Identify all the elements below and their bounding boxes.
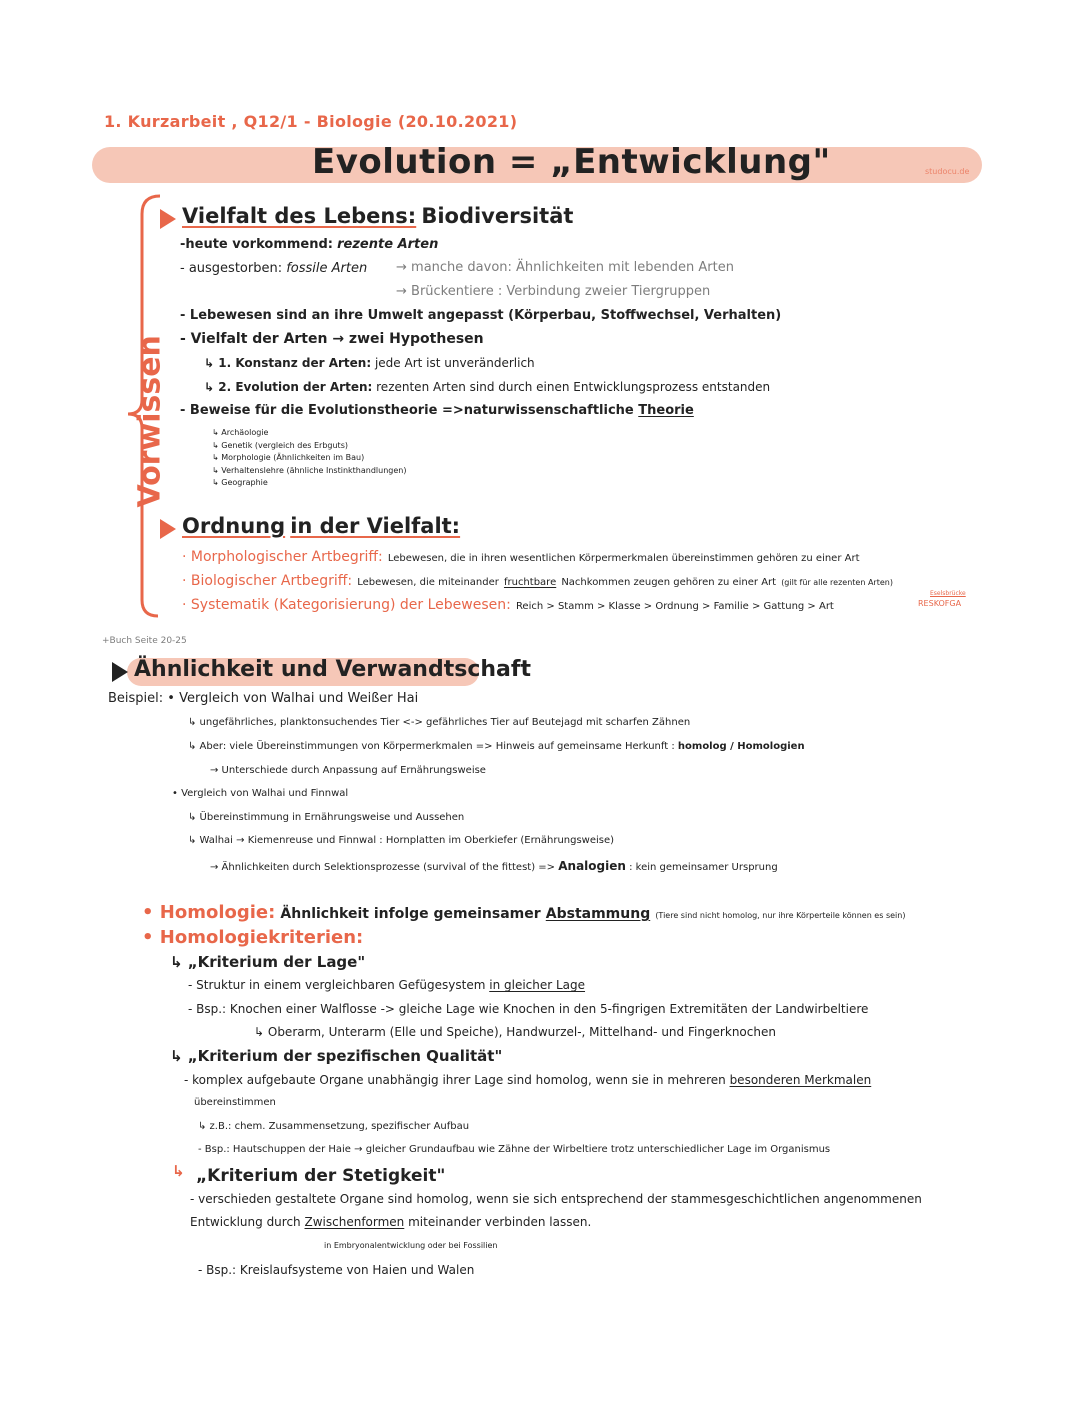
lage-line-2: - Bsp.: Knochen einer Walflosse -> gleiche Lage wie Knochen in den 5-fingrigen Extremitäten der Landwirbeltiere: [188, 1002, 869, 1016]
page-title: Evolution = „Entwicklung": [312, 142, 831, 182]
homologie-definition: • Homologie: Ähnlichkeit infolge gemeinsamer Abstammung (Tiere sind nicht homolog, nur ihre Körperteile können es sein): [142, 902, 906, 923]
aehnlich-line-3: → Unterschiede durch Anpassung auf Ernährungsweise: [210, 765, 486, 776]
mnemonic-label: Eselsbrücke: [930, 590, 966, 597]
mnemonic: RESKOFGA: [918, 599, 962, 608]
hypothesen-line: - Vielfalt der Arten → zwei Hypothesen: [180, 331, 484, 347]
list-item: ↳ Archäologie: [212, 428, 269, 437]
section-vielfalt-heading: Vielfalt des Lebens: Biodiversität: [160, 204, 573, 229]
evolution-line: ↳ 2. Evolution der Arten: rezenten Arten sind durch einen Entwicklungsprozess entstanden: [204, 380, 771, 394]
aehnlich-line-5: ↳ Übereinstimmung in Ernährungsweise und Aussehen: [188, 812, 465, 823]
list-item: ↳ Genetik (vergleich des Erbguts): [212, 440, 348, 450]
triangle-icon: [160, 209, 176, 229]
book-reference: +Buch Seite 20-25: [102, 636, 187, 646]
triangle-icon: [160, 519, 176, 539]
qualitaet-line-4: - Bsp.: Hautschuppen der Haie → gleicher Grundaufbau wie Zähne der Wirbeltiere trotz unterschiedlicher Lage im Organismus: [198, 1144, 831, 1155]
bio-artbegriff-line: · Biologischer Artbegriff: Lebewesen, die miteinander fruchtbare Nachkommen zeugen gehören zu einer Art (gilt für alle rezenten Arten): [182, 573, 893, 589]
brueckentiere-line: → Brückentiere : Verbindung zweier Tiergruppen: [396, 284, 711, 299]
systematik-line: · Systematik (Kategorisierung) der Lebewesen: Reich > Stamm > Klasse > Ordnung > Familie > Gattung > Art: [182, 597, 834, 613]
kriterium-stetigkeit-title: „Kriterium der Stetigkeit": [196, 1166, 446, 1186]
vorwissen-label: Vorwissen: [132, 335, 168, 508]
beispiel-line: Beispiel: • Vergleich von Walhai und Weißer Hai: [108, 691, 419, 706]
triangle-icon: [112, 662, 128, 682]
kriterium-qualitaet-title: ↳ „Kriterium der spezifischen Qualität": [170, 1047, 503, 1065]
aehnlich-line-6: ↳ Walhai → Kiemenreuse und Finnwal : Hornplatten im Oberkiefer (Ernährungsweise): [188, 835, 615, 846]
stetigkeit-line-3: - Bsp.: Kreislaufsysteme von Haien und Walen: [198, 1263, 475, 1277]
section-aehnlichkeit-heading: Ähnlichkeit und Verwandtschaft: [112, 657, 531, 682]
aehnlich-line-4: • Vergleich von Walhai und Finnwal: [172, 788, 349, 799]
stetigkeit-note: in Embryonalentwicklung oder bei Fossilien: [324, 1241, 498, 1250]
list-item: ↳ Geographie: [212, 478, 268, 487]
arrow-icon: ↳: [172, 1162, 185, 1180]
aehnlich-line-7: → Ähnlichkeiten durch Selektionsprozesse (survival of the fittest) => Analogien : kein gemeinsamer Ursprung: [210, 859, 778, 873]
homologiekriterien-heading: • Homologiekriterien:: [142, 927, 364, 948]
konstanz-line: ↳ 1. Konstanz der Arten: jede Art ist unveränderlich: [204, 356, 535, 370]
lage-line-3: ↳ Oberarm, Unterarm (Elle und Speiche), Handwurzel-, Mittelhand- und Fingerknochen: [254, 1025, 776, 1039]
kriterium-lage-title: ↳ „Kriterium der Lage": [170, 953, 366, 971]
list-item: ↳ Verhaltenslehre (ähnliche Instinkthandlungen): [212, 465, 407, 475]
angepasst-line: - Lebewesen sind an ihre Umwelt angepasst (Körperbau, Stoffwechsel, Verhalten): [180, 308, 782, 323]
ausgestorben-line: - ausgestorben: fossile Arten: [180, 261, 368, 276]
aehnlich-line-1: ↳ ungefährliches, planktonsuchendes Tier <-> gefährliches Tier auf Beutejagd mit scharfen Zähnen: [188, 717, 691, 728]
header-line: 1. Kurzarbeit , Q12/1 - Biologie (20.10.2021): [104, 112, 518, 131]
section-ordnung-heading: Ordnung in der Vielfalt:: [160, 514, 460, 539]
qualitaet-line-3: ↳ z.B.: chem. Zusammensetzung, spezifischer Aufbau: [198, 1121, 470, 1132]
stetigkeit-line-1: - verschieden gestaltete Organe sind homolog, wenn sie sich entsprechend der stammesgeschichtlichen angenommenen: [190, 1192, 922, 1206]
list-item: ↳ Morphologie (Ähnlichkeiten im Bau): [212, 453, 365, 462]
lage-line-1: - Struktur in einem vergleichbaren Gefügesystem in gleicher Lage: [188, 978, 586, 992]
morph-artbegriff-line: · Morphologischer Artbegriff: Lebewesen, die in ihren wesentlichen Körpermerkmalen übereinstimmen gehören zu einer Art: [182, 549, 860, 565]
watermark: studocu.de: [925, 167, 970, 176]
beweise-list: [212, 427, 406, 490]
aehnlich-line-2: ↳ Aber: viele Übereinstimmungen von Körpermerkmalen => Hinweis auf gemeinsame Herkunft : homolog / Homologien: [188, 741, 805, 752]
ausgestorben-note: → manche davon: Ähnlichkeiten mit lebenden Arten: [396, 260, 734, 275]
stetigkeit-line-2: Entwicklung durch Zwischenformen miteinander verbinden lassen.: [190, 1215, 592, 1229]
qualitaet-line-1: - komplex aufgebaute Organe unabhängig ihrer Lage sind homolog, wenn sie in mehreren besonderen Merkmalen: [184, 1073, 872, 1087]
beweise-line: - Beweise für die Evolutionstheorie =>naturwissenschaftliche Theorie: [180, 403, 694, 418]
heute-line: -heute vorkommend: rezente Arten: [180, 237, 439, 252]
qualitaet-line-2: übereinstimmen: [194, 1097, 276, 1108]
vorwissen-brace: [0, 0, 200, 640]
